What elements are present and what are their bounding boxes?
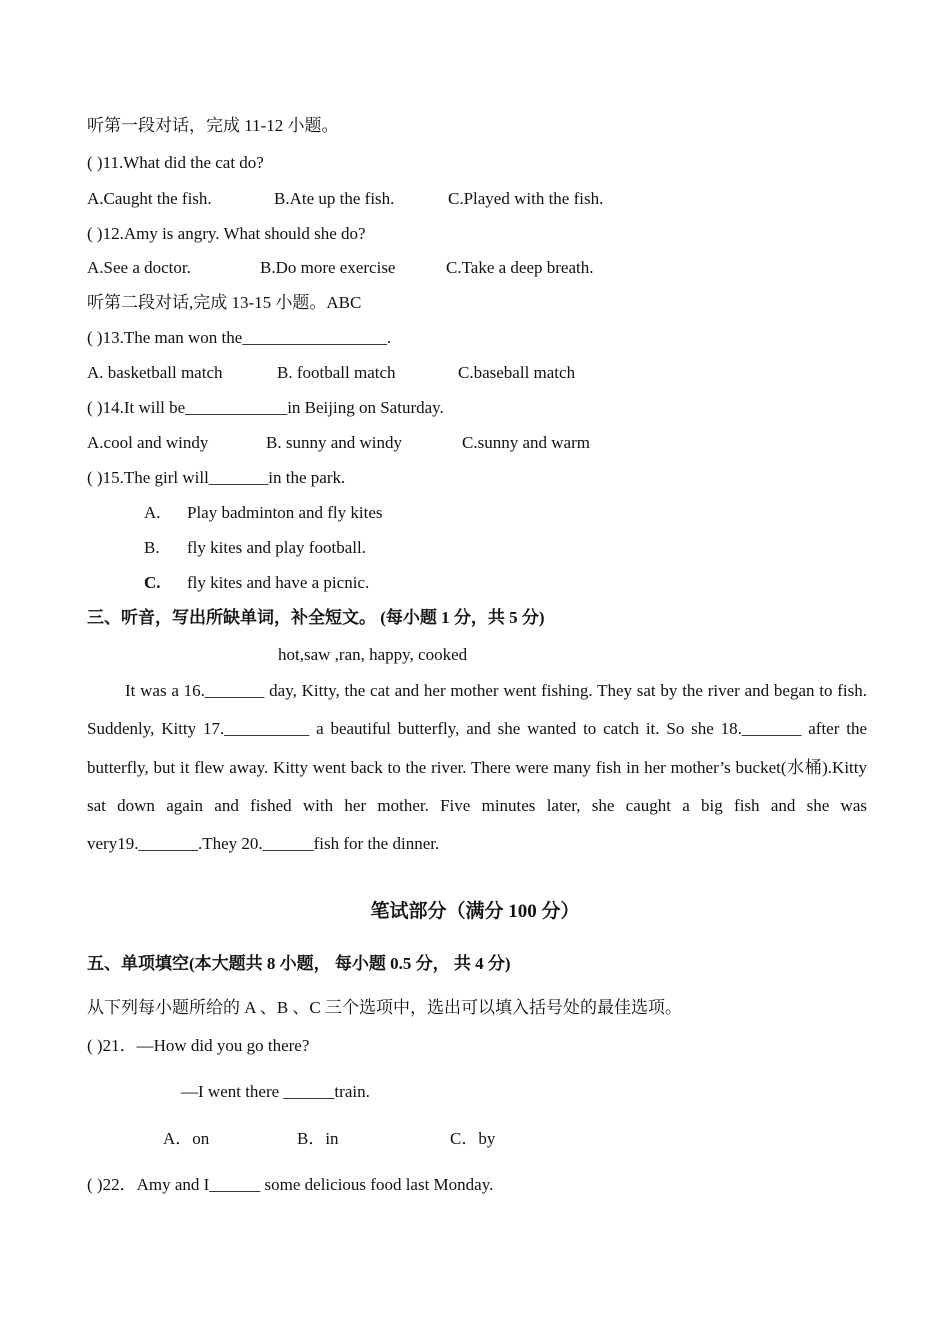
- question-12-option-b: B.Do more exercise: [260, 258, 396, 277]
- question-13-option-b: B. football match: [277, 363, 396, 382]
- section3-heading: 三、听音，写出所缺单词，补全短文。 (每小题 1 分，共 5 分): [87, 608, 545, 627]
- question-15-option-a-text: Play badminton and fly kites: [187, 503, 383, 522]
- question-14-option-b: B. sunny and windy: [266, 433, 402, 452]
- question-11-option-b: B.Ate up the fish.: [274, 189, 395, 208]
- question-11-option-a: A.Caught the fish.: [87, 189, 212, 208]
- question-21-stem: ( )21．—How did you go there?: [87, 1036, 310, 1055]
- question-22-stem: ( )22．Amy and I______ some delicious food last Monday.: [87, 1175, 494, 1194]
- section5-instruction: 从下列每小题所给的 A 、B 、C 三个选项中，选出可以填入括号处的最佳选项。: [87, 998, 683, 1017]
- section5-heading: 五、单项填空(本大题共 8 小题， 每小题 0.5 分， 共 4 分): [87, 954, 511, 973]
- question-11-option-c: C.Played with the fish.: [448, 189, 604, 208]
- question-15-option-a-letter: A.: [144, 503, 161, 522]
- question-21-option-a: A．on: [163, 1129, 210, 1148]
- question-15-stem: ( )15.The girl will_______in the park.: [87, 468, 346, 487]
- question-14-stem: ( )14.It will be____________in Beijing on Saturday.: [87, 398, 444, 417]
- question-12-option-a: A.See a doctor.: [87, 258, 191, 277]
- question-21-answer-line: —I went there ______train.: [181, 1082, 370, 1101]
- cloze-passage-text: It was a 16._______ day, Kitty, the cat and her mother went fishing. They sat by the river and began to fish. Suddenly, Kitty 17.__________ a beautiful butterfly, and she wanted to catch it. So she 18._______ after the butterfly, but it flew away. Kitty went back to the river. There were many fish in her mother’s bucket(水桶).Kitty sat down again and fished with her mother. Five minutes later, she caught a big fish and she was very19._______.They 20.______fish for the dinner.: [87, 681, 867, 854]
- question-14-option-a: A.cool and windy: [87, 433, 209, 452]
- question-13-stem: ( )13.The man won the_________________.: [87, 328, 392, 347]
- question-15-option-b-letter: B.: [144, 538, 160, 557]
- question-21-option-c: C．by: [450, 1129, 496, 1148]
- question-12-option-c: C.Take a deep breath.: [446, 258, 594, 277]
- question-21-option-b: B．in: [297, 1129, 339, 1148]
- question-13-option-c: C.baseball match: [458, 363, 576, 382]
- question-11-stem: ( )11.What did the cat do?: [87, 153, 264, 172]
- dialogue2-instruction: 听第二段对话,完成 13-15 小题。ABC: [87, 293, 362, 312]
- question-15-option-c-text: fly kites and have a picnic.: [187, 573, 370, 592]
- question-15-option-c-letter: C.: [144, 573, 161, 592]
- question-12-stem: ( )12.Amy is angry. What should she do?: [87, 224, 366, 243]
- dialogue1-instruction: 听第一段对话，完成 11-12 小题。: [87, 116, 339, 135]
- cloze-passage: [87, 672, 867, 863]
- written-part-title: 笔试部分（满分 100 分）: [370, 901, 580, 922]
- question-14-option-c: C.sunny and warm: [462, 433, 590, 452]
- question-15-option-b-text: fly kites and play football.: [187, 538, 366, 557]
- question-13-option-a: A. basketball match: [87, 363, 223, 382]
- word-bank: hot,saw ,ran, happy, cooked: [278, 645, 468, 664]
